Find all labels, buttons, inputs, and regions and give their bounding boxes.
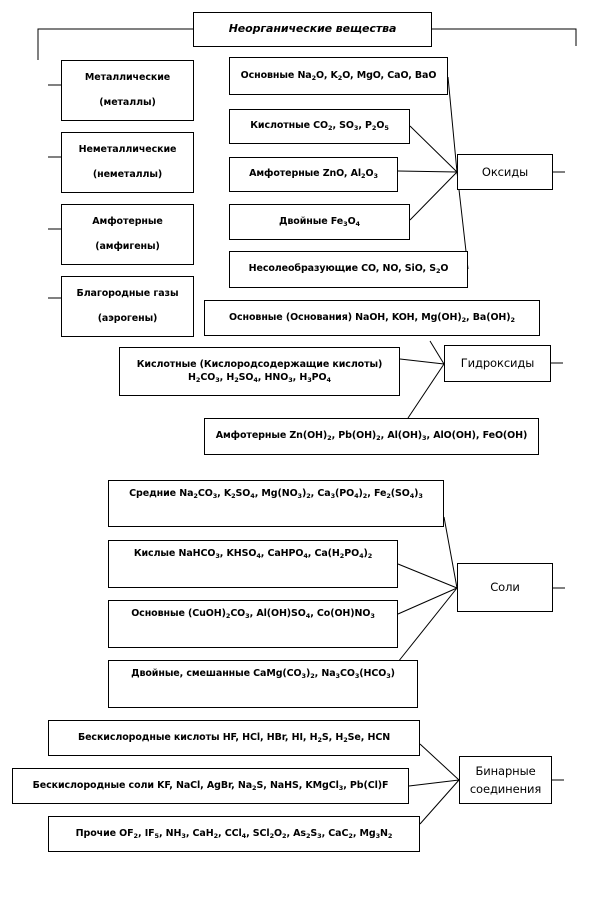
category-label: Гидроксиды	[460, 356, 535, 371]
category-label-line2: соединения	[469, 782, 542, 796]
item-text: Основные (Основания) NaOH, KOH, $Mg(OH)_2$, $Ba(OH)_2$	[229, 311, 515, 324]
category-label: Соли	[490, 580, 520, 595]
item-text: Несолеобразующие CO, NO, SiO, $S_2O$	[248, 263, 449, 276]
item-text: Бескислородные кислоты HF, HCl, HBr, HI, $H_2S$, $H_2Se$, HCN	[77, 731, 391, 744]
title-text: Неорганические вещества	[228, 22, 397, 36]
simple-line1: Благородные газы	[76, 287, 179, 299]
oxide-amphoteric	[229, 157, 398, 192]
item-text: Двойные $Fe_3O_4$	[279, 215, 360, 228]
binary-oxygen-free-acids	[48, 720, 420, 756]
simple-stubs	[48, 85, 61, 298]
oxide-acidic	[229, 109, 410, 144]
hydroxide-acidic	[119, 347, 400, 396]
category-label-line1: Бинарные	[475, 763, 536, 778]
simple-line2: (металлы)	[99, 96, 156, 108]
binary-fan	[409, 744, 459, 824]
oxide-double	[229, 204, 410, 240]
item-text: Основные $Na_2O$, $K_2O$, MgO, CaO, BaO	[240, 69, 437, 82]
category-hydroxides	[444, 345, 551, 382]
item-text: Прочие $OF_2$, $IF_5$, $NH_3$, CaH$_2$, CCl$_4$, $SCl_2O_2$, $As_2S_3$, CaC$_2$, $Mg_3N_2$	[75, 827, 393, 840]
item-text: Кислые NaHCO$_3$, $KHSO_4$, CaHPO$_4$, $Ca(H_2PO_4)_2$	[133, 548, 373, 560]
simple-line1: Амфотерные	[92, 215, 163, 227]
item-text: Амфотерные ZnO, $Al_2O_3$	[249, 168, 378, 181]
simple-box-noble-gases	[61, 276, 194, 337]
title-bracket-right	[432, 29, 576, 46]
item-text: Кислотные (Кислородсодержащие кислоты) $H_2CO_3$, $H_2SO_4$, $HNO_3$, $H_3PO_4$	[136, 359, 383, 384]
simple-line2: (аэрогены)	[97, 312, 158, 324]
simple-box-nonmetals	[61, 132, 194, 193]
simple-box-amphigens	[61, 204, 194, 265]
item-text: Основные $(CuOH)_2CO_3$, $Al(OH)SO_4$, $Co(OH)NO_3$	[131, 608, 375, 620]
hydroxide-basic	[204, 300, 540, 336]
category-salts	[457, 563, 553, 612]
item-text: Средние $Na_2CO_3$, $K_2SO_4$, $Mg(NO_3)_2$, $Ca_3(PO_4)_2$, $Fe_2(SO_4)_3$	[129, 488, 423, 500]
item-text: Бескислородные соли KF, NaCl, AgBr, $Na_2S$, NaHS, KMgCl$_3$, Pb(Cl)F	[32, 779, 389, 792]
salt-double-mixed	[108, 660, 418, 708]
simple-box-metals	[61, 60, 194, 121]
item-text: Амфотерные $Zn(OH)_2$, $Pb(OH)_2$, $Al(OH)_3$, AlO(OH), FeO(OH)	[215, 430, 528, 443]
oxide-basic	[229, 57, 448, 95]
salt-acidic	[108, 540, 398, 588]
title-bracket-left	[38, 29, 193, 60]
hydroxide-amphoteric	[204, 418, 539, 455]
hydroxides-fan	[400, 341, 444, 418]
salt-normal	[108, 480, 444, 527]
simple-line2: (амфигены)	[95, 240, 160, 252]
binary-oxygen-free-salts	[12, 768, 409, 804]
simple-line2: (неметаллы)	[92, 168, 163, 180]
oxide-non-salt-forming	[229, 251, 468, 288]
category-label: Оксиды	[481, 164, 529, 179]
page-title	[193, 12, 432, 47]
binary-other	[48, 816, 420, 852]
salt-basic	[108, 600, 398, 648]
item-text: Двойные, смешанные $CaMg(CO_3)_2$, $Na_3CO_3(HCO_3)$	[131, 668, 395, 680]
simple-line1: Неметаллические	[78, 143, 177, 155]
category-binary	[459, 756, 552, 804]
item-text: Кислотные $CO_2$, $SO_3$, $P_2O_5$	[250, 120, 389, 133]
salts-fan	[398, 517, 457, 662]
category-oxides	[457, 154, 553, 190]
simple-line1: Металлические	[84, 71, 171, 83]
